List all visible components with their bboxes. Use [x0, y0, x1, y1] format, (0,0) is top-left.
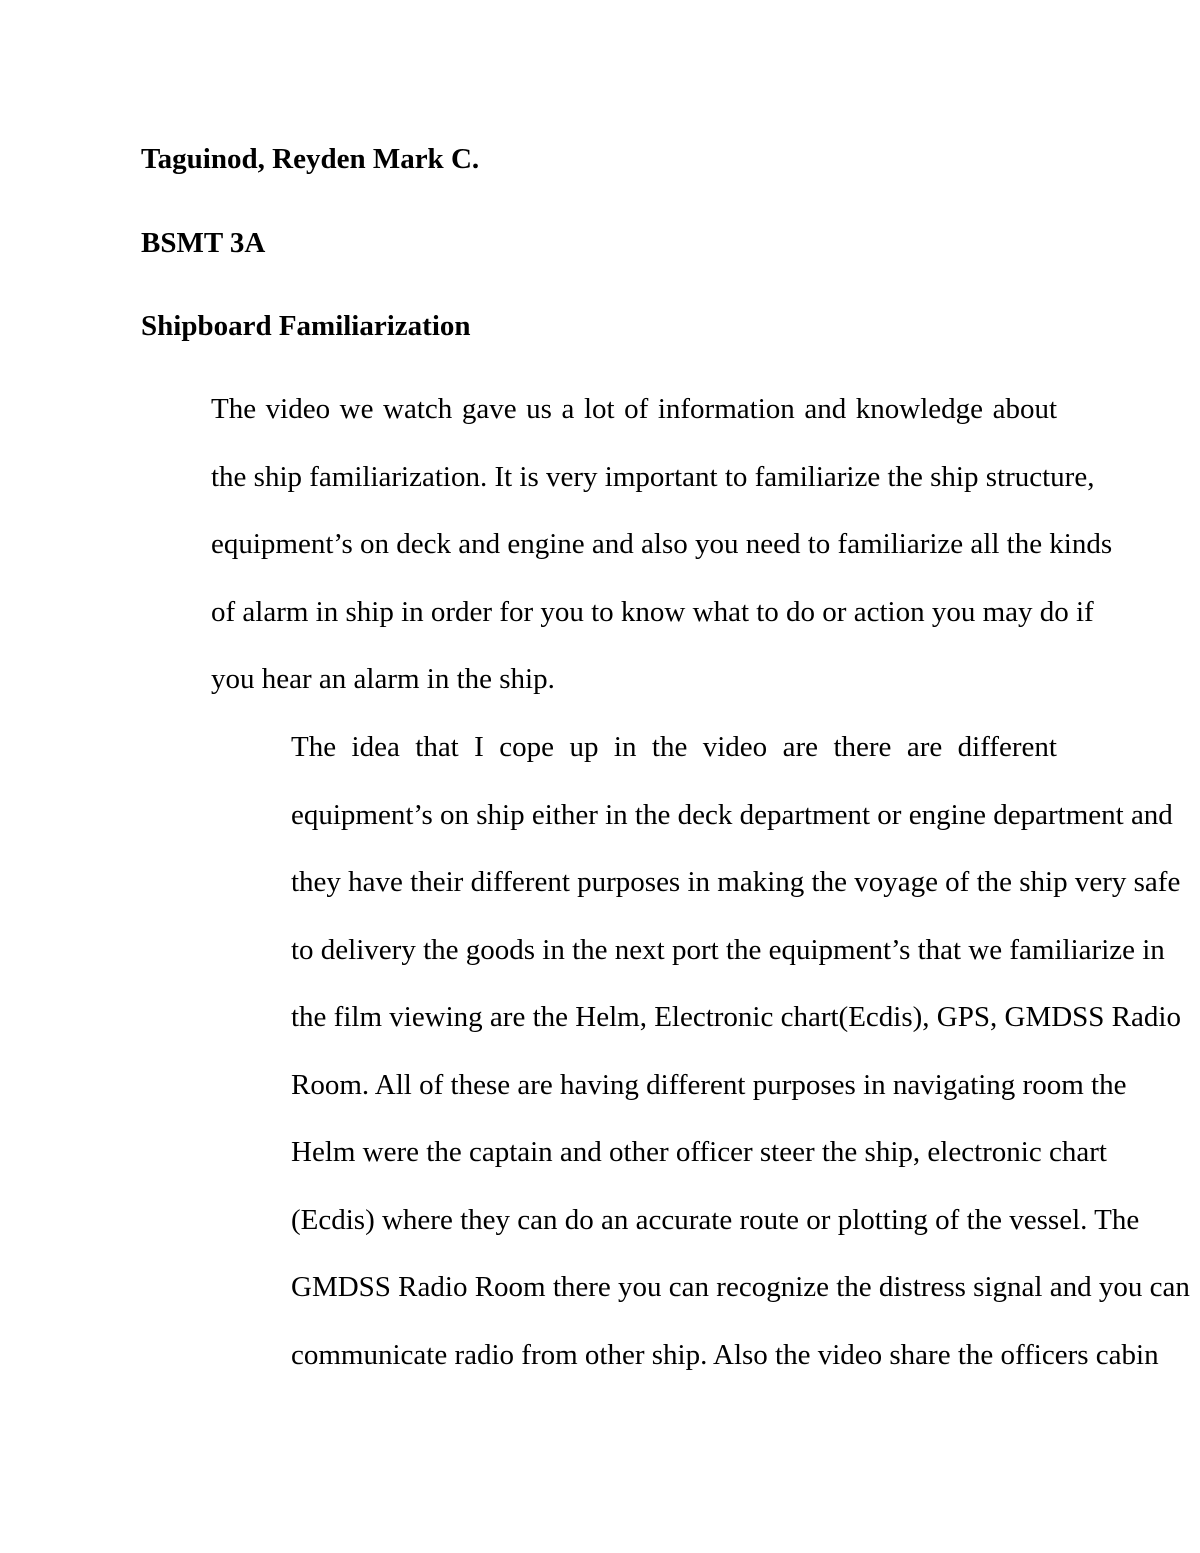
paragraph-line: equipment’s on deck and engine and also you need to familiarize all the kinds	[211, 528, 1113, 560]
paragraph-line: The video we watch gave us a lot of information and knowledge about	[211, 393, 1057, 425]
paragraph-line: equipment’s on ship either in the deck department or engine department and	[291, 798, 1173, 831]
paragraph-1	[141, 376, 1113, 714]
document-title: Shipboard Familiarization	[141, 310, 471, 342]
paragraph-line: (Ecdis) where they can do an accurate route or plotting of the vessel. The	[291, 1203, 1140, 1236]
paragraph-line: communicate radio from other ship. Also the video share the officers cabin	[291, 1338, 1159, 1371]
paragraph-line: The idea that I cope up in the video are there are different	[291, 731, 1057, 763]
paragraph-line: to delivery the goods in the next port the equipment’s that we familiarize in	[291, 933, 1165, 966]
paragraph-line: they have their different purposes in making the voyage of the ship very safe	[291, 866, 1181, 898]
author-name: Taguinod, Reyden Mark C.	[141, 143, 480, 175]
paragraph-line: the film viewing are the Helm, Electronic chart(Ecdis), GPS, GMDSS Radio	[291, 1001, 1181, 1033]
paragraph-line: Helm were the captain and other officer steer the ship, electronic chart	[291, 1136, 1107, 1168]
paragraph-line: you hear an alarm in the ship.	[211, 663, 555, 695]
paragraph-line: the ship familiarization. It is very important to familiarize the ship structure,	[211, 460, 1095, 493]
section-label: BSMT 3A	[141, 227, 266, 259]
paragraph-2	[141, 714, 1190, 1534]
paragraph-line: of alarm in ship in order for you to know what to do or action you may do if	[211, 595, 1094, 628]
paragraph-line: GMDSS Radio Room there you can recognize the distress signal and you can	[291, 1271, 1190, 1303]
paragraph-line: Room. All of these are having different purposes in navigating room the	[291, 1068, 1127, 1101]
